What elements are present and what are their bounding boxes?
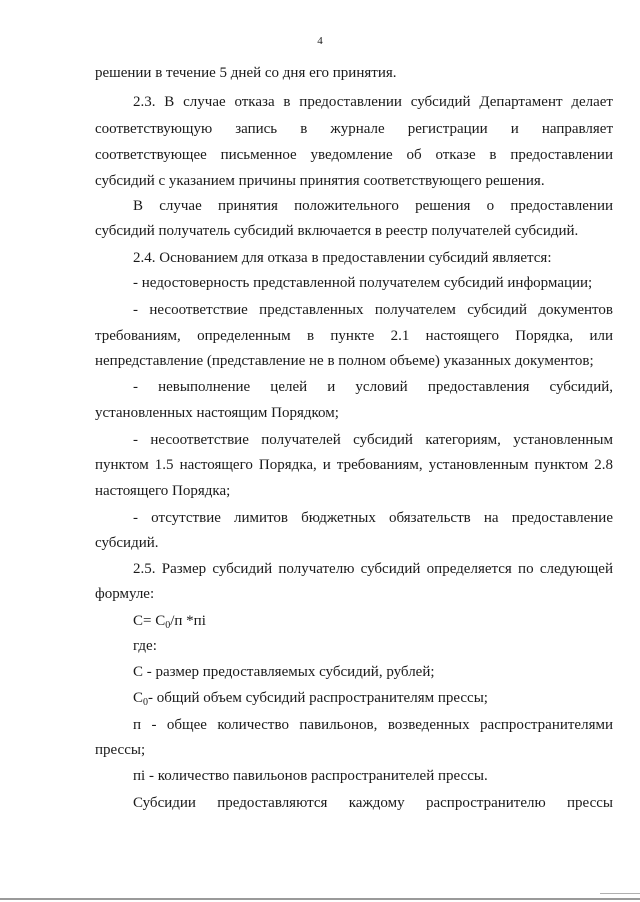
c0-subscript: 0 xyxy=(143,697,149,708)
text-line: пунктом 1.5 настоящего Порядка, и требованиям, установленным пунктом 2.8 xyxy=(95,457,613,473)
text-line: где: xyxy=(133,638,157,654)
text-line: настоящего Порядка; xyxy=(95,483,231,499)
text-line: субсидий с указанием причины принятия соответствующего решения. xyxy=(95,173,545,189)
text-line: - несоответствие получателей субсидий категориям, установленным xyxy=(133,432,613,448)
text-line: формуле: xyxy=(95,586,155,602)
text-line: - несоответствие представленных получателем субсидий документов xyxy=(133,302,613,318)
text-line: - недостоверность представленной получателем субсидий информации; xyxy=(133,275,593,291)
page-number: 4 xyxy=(317,35,323,47)
text-line: соответствующую запись в журнале регистрации и направляет xyxy=(95,121,613,137)
scan-edge-mark xyxy=(600,893,640,894)
formula-subscript: 0 xyxy=(165,620,171,631)
text-line: субсидий получатель субсидий включается в реестр получателей субсидий. xyxy=(95,223,579,239)
scan-bottom-edge xyxy=(0,898,640,900)
text-line: непредставление (представление не в полном объеме) указанных документов; xyxy=(95,353,594,369)
text-line: 2.3. В случае отказа в предоставлении субсидий Департамент делает xyxy=(133,94,613,110)
text-line: соответствующее письменное уведомление об отказе в предоставлении xyxy=(95,147,613,163)
text-line: установленных настоящим Порядком; xyxy=(95,405,339,421)
c0-text: - общий объем субсидий распространителям прессы; xyxy=(148,690,488,706)
text-line: Субсидии предоставляются каждому распространителю прессы xyxy=(133,795,613,811)
c0-definition xyxy=(133,689,488,707)
formula xyxy=(133,612,206,630)
text-line: требованиям, определенным в пункте 2.1 настоящего Порядка, или xyxy=(95,328,613,344)
text-line: субсидий. xyxy=(95,535,159,551)
text-line: 2.4. Основанием для отказа в предоставлении субсидий является: xyxy=(133,250,552,266)
text-line: пi - количество павильонов распространителей прессы. xyxy=(133,768,488,784)
text-line: - отсутствие лимитов бюджетных обязательств на предоставление xyxy=(133,510,613,526)
c0-symbol: С xyxy=(133,690,144,706)
text-line: п - общее количество павильонов, возведенных распространителями xyxy=(133,717,613,733)
formula-lhs: С= С xyxy=(133,613,166,629)
text-line: С - размер предоставляемых субсидий, рублей; xyxy=(133,664,435,680)
text-line: - невыполнение целей и условий предоставления субсидий, xyxy=(133,379,613,395)
text-line: 2.5. Размер субсидий получателю субсидий определяется по следующей xyxy=(133,561,613,577)
text-line: решении в течение 5 дней со дня его принятия. xyxy=(95,65,397,81)
formula-rhs: /п *пi xyxy=(170,613,206,629)
text-line: прессы; xyxy=(95,742,146,758)
text-line: В случае принятия положительного решения о предоставлении xyxy=(133,198,613,214)
